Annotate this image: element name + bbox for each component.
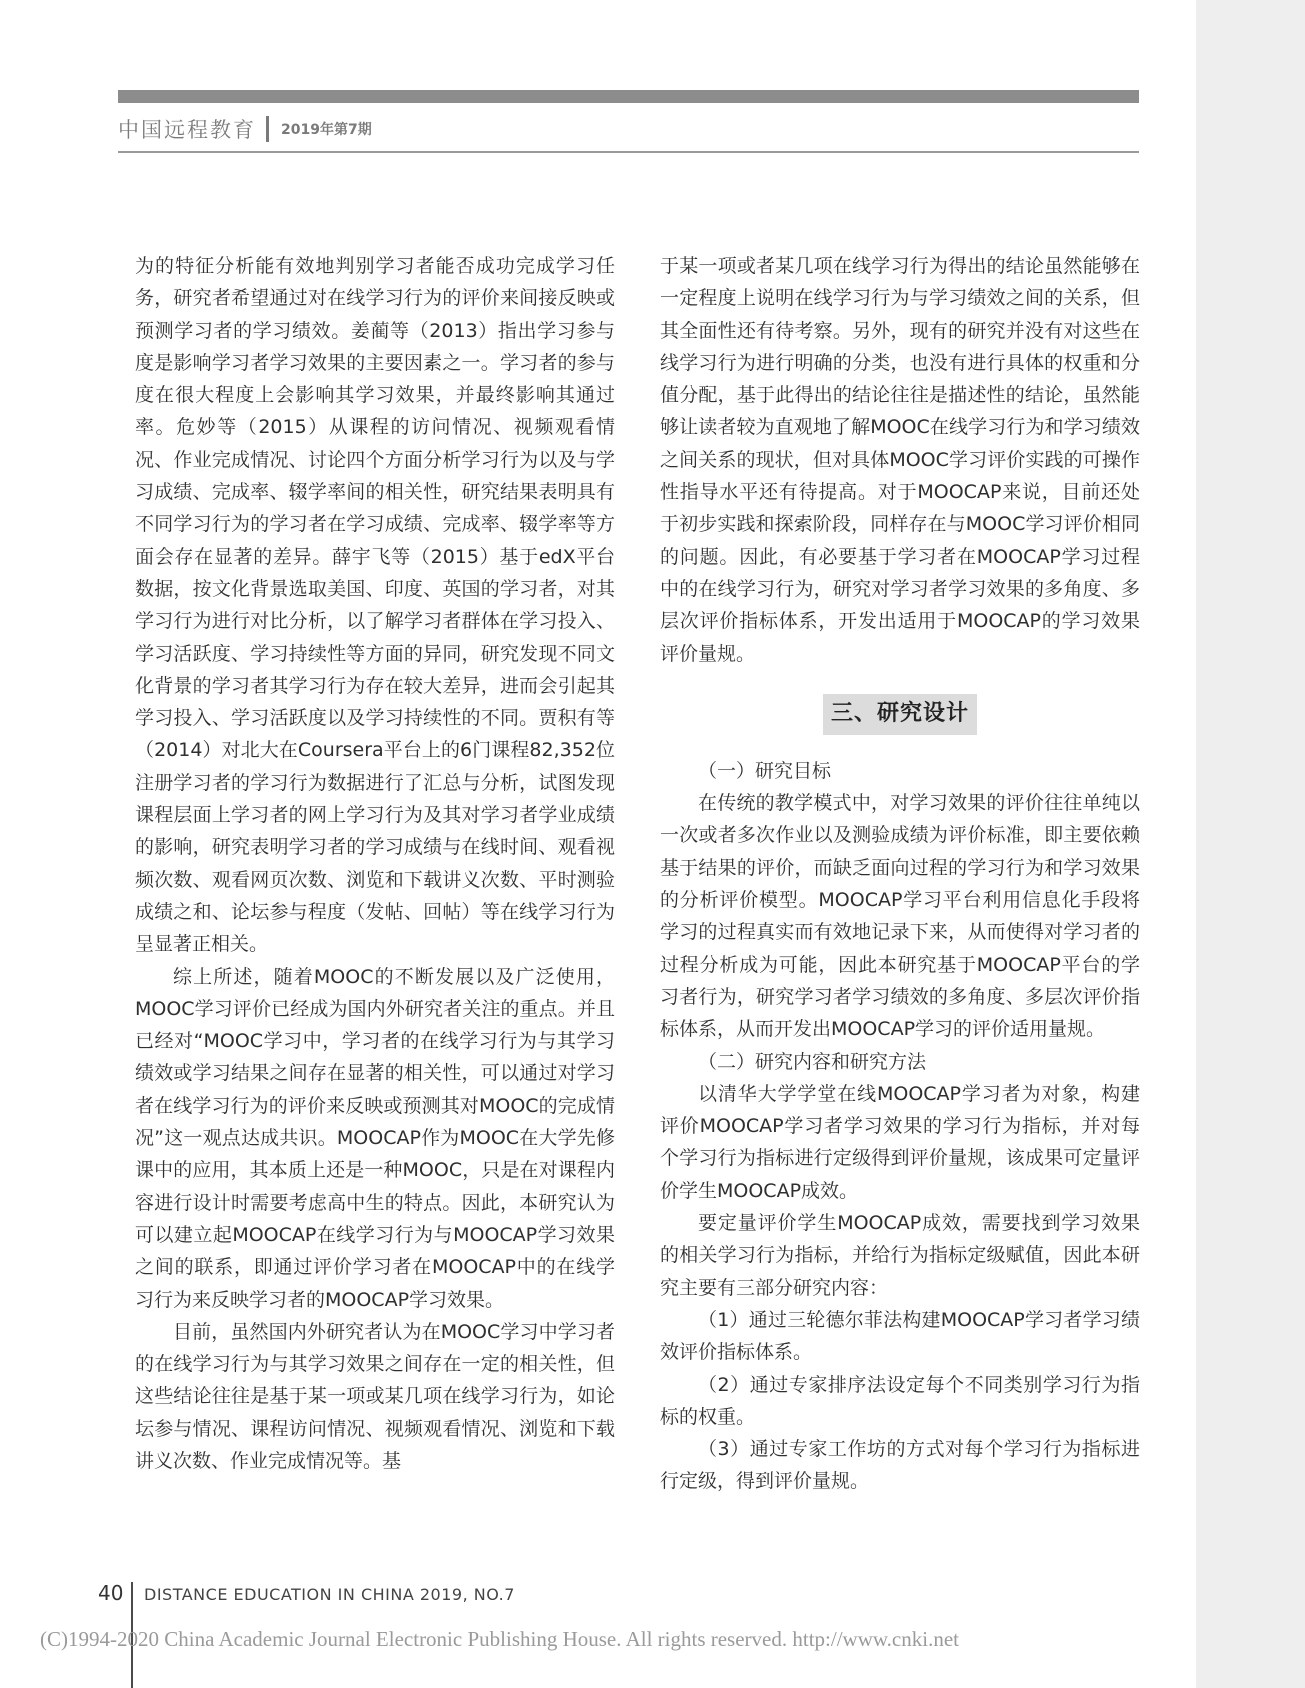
header-rule	[118, 151, 1139, 153]
footer-journal-en: DISTANCE EDUCATION IN CHINA 2019, NO.7	[144, 1585, 515, 1604]
header-separator	[266, 116, 269, 142]
list-item-3: （3）通过专家工作坊的方式对每个学习行为指标进行定级，得到评价量规。	[660, 1438, 1140, 1493]
left-column	[135, 250, 615, 1477]
left-paragraph-1: 为的特征分析能有效地判别学习者能否成功完成学习任务，研究者希望通过对在线学习行为的评价来间接反映或预测学习者的学习绩效。姜蔺等（2013）指出学习参与度是影响学习者学习效果的主要因素之一。学习者的参与度在很大程度上会影响其学习效果，并最终影响其通过率。危妙等（2015）从课程的访问情况、视频观看情况、作业完成情况、讨论四个方面分析学习行为以及与学习成绩、完成率、辍学率间的相关性，研究结果表明具有不同学习行为的学习者在学习成绩、完成率、辍学率等方面会存在显著的差异。薛宇飞等（2015）基于edX平台数据，按文化背景选取美国、印度、英国的学习者，对其学习行为进行对比分析，以了解学习者群体在学习投入、学习活跃度、学习持续性等方面的异同，研究发现不同文化背景的学习者其学习行为存在较大差异，进而会引起其学习投入、学习活跃度以及学习持续性的不同。贾积有等（2014）对北大在Coursera平台上的6门课程82,352位注册学习者的学习行为数据进行了汇总与分析，试图发现课程层面上学习者的网上学习行为及其对学习者学业成绩的影响，研究表明学习者的学习成绩与在线时间、观看视频次数、观看网页次数、浏览和下载讲义次数、平时测验成绩之和、论坛参与程度（发帖、回帖）等在线学习行为呈显著正相关。	[135, 255, 615, 956]
subsection-heading-2: （二）研究内容和研究方法	[698, 1050, 927, 1073]
list-item-2: （2）通过专家排序法设定每个不同类别学习行为指标的权重。	[660, 1373, 1140, 1428]
left-paragraph-3: 目前，虽然国内外研究者认为在MOOC学习中学习者的在线学习行为与其学习效果之间存在一定的相关性，但这些结论往往是基于某一项或某几项在线学习行为，如论坛参与情况、课程访问情况、视频观看情况、浏览和下载讲义次数、作业完成情况等。基	[135, 1320, 615, 1472]
header-top-bar	[118, 90, 1139, 103]
left-paragraph-2: 综上所述，随着MOOC的不断发展以及广泛使用，MOOC学习评价已经成为国内外研究者关注的重点。并且已经对“MOOC学习中，学习者的在线学习行为与其学习绩效或学习结果之间存在显著的相关性，可以通过对学习者在线学习行为的评价来反映或预测其对MOOC的完成情况”这一观点达成共识。MOOCAP作为MOOC在大学先修课中的应用，其本质上还是一种MOOC，只是在对课程内容进行设计时需要考虑高中生的特点。因此，本研究认为可以建立起MOOCAP在线学习行为与MOOCAP学习效果之间的联系，即通过评价学习者在MOOCAP中的在线学习行为来反映学习者的MOOCAP学习效果。	[135, 965, 615, 1311]
side-margin-band	[1196, 0, 1305, 1688]
copyright-watermark: (C)1994-2020 China Academic Journal Electronic Publishing House. All rights reserved. http://www.cnki.net	[40, 1627, 959, 1651]
subsection-1-paragraph: 在传统的教学模式中，对学习效果的评价往往单纯以一次或者多次作业以及测验成绩为评价标准，即主要依赖基于结果的评价，而缺乏面向过程的学习行为和学习效果的分析评价模型。MOOCAP学习平台利用信息化手段将学习的过程真实而有效地记录下来，从而使得对学习者的过程分析成为可能，因此本研究基于MOOCAP平台的学习者行为，研究学习者学习绩效的多角度、多层次评价指标体系，从而开发出MOOCAP学习的评价适用量规。	[660, 792, 1140, 1041]
running-header	[118, 112, 372, 146]
subsection-2-paragraph-1: 以清华大学学堂在线MOOCAP学习者为对象，构建评价MOOCAP学习者学习效果的学习行为指标，并对每个学习行为指标进行定级得到评价量规，该成果可定量评价学生MOOCAP成效。	[660, 1082, 1140, 1202]
section-title-wrap	[660, 682, 1140, 747]
right-column	[660, 250, 1140, 1498]
subsection-heading-1: （一）研究目标	[698, 759, 832, 782]
page-number: 40	[98, 1581, 124, 1605]
list-item-1: （1）通过三轮德尔菲法构建MOOCAP学习者学习绩效评价指标体系。	[660, 1308, 1140, 1364]
issue-label: 2019年第7期	[281, 122, 372, 138]
subsection-2-paragraph-2: 要定量评价学生MOOCAP成效，需要找到学习效果的相关学习行为指标，并给行为指标定级赋值，因此本研究主要有三部分研究内容：	[660, 1212, 1140, 1299]
section-title: 三、研究设计	[823, 694, 977, 734]
journal-name: 中国远程教育	[118, 118, 256, 142]
right-paragraph-continuation: 于某一项或者某几项在线学习行为得出的结论虽然能够在一定程度上说明在线学习行为与学习绩效之间的关系，但其全面性还有待考察。另外，现有的研究并没有对这些在线学习行为进行明确的分类，也没有进行具体的权重和分值分配，基于此得出的结论往往是描述性的结论，虽然能够让读者较为直观地了解MOOC在线学习行为和学习绩效之间关系的现状，但对具体MOOC学习评价实践的可操作性指导水平还有待提高。对于MOOCAP来说，目前还处于初步实践和探索阶段，同样存在与MOOC学习评价相同的问题。因此，有必要基于学习者在MOOCAP学习过程中的在线学习行为，研究对学习者学习效果的多角度、多层次评价指标体系，开发出适用于MOOCAP的学习效果评价量规。	[660, 255, 1140, 665]
